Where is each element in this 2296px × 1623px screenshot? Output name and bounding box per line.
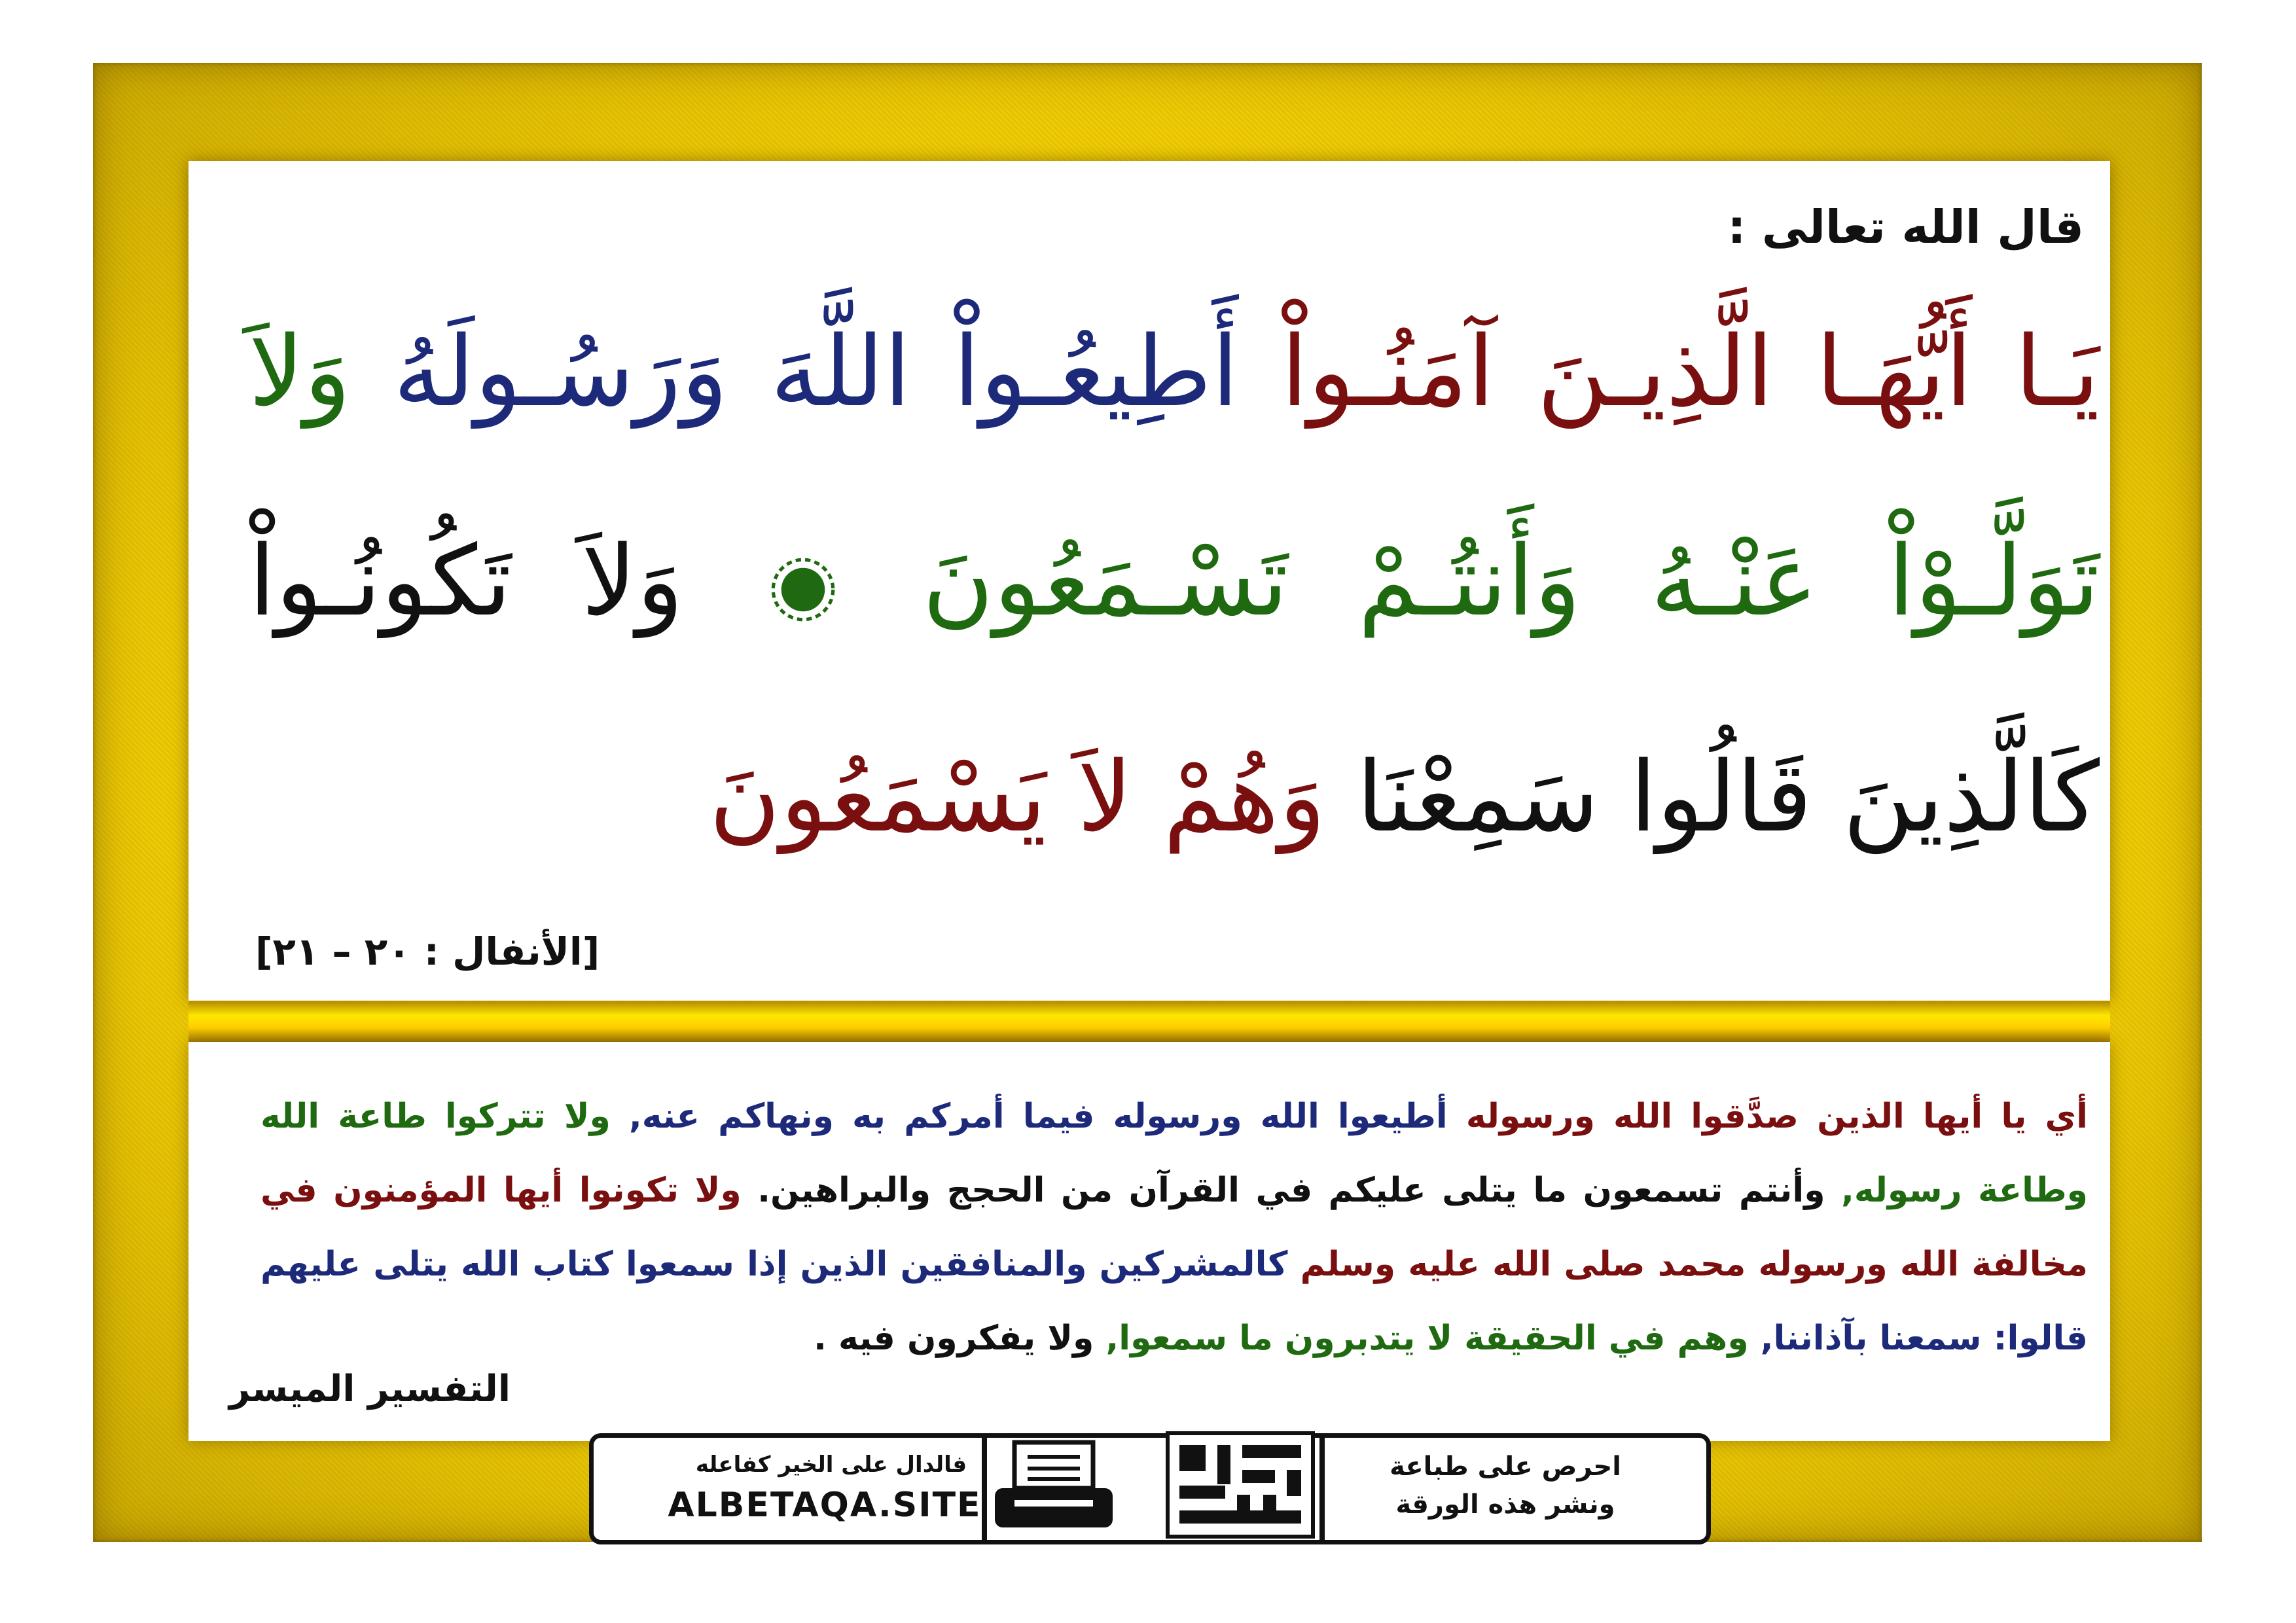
footer-site-link[interactable]: ALBETAQA.SITE xyxy=(668,1486,982,1525)
tafsir-segment: كالمشركين والمنافقين الذين إذا سمعوا كتاب الله يتلى عليهم قالوا: سمعنا بآذاننا, xyxy=(260,1245,2088,1358)
logo-icon xyxy=(1165,1431,1316,1539)
verse-segment: أَطِيعُـواْ اللَّهَ وَرَسُـولَهُ xyxy=(393,315,1239,428)
tafsir-segment: أطيعوا الله ورسوله فيما أمركم به ونهاكم عنه, xyxy=(610,1097,1448,1136)
verse-segment: تَوَلَّـوْاْ عَنْـهُ وَأَنتُـمْ تَسْـمَعُونَ xyxy=(922,525,2100,637)
tafsir-segment: أي يا أيها الذين صدَّقوا الله ورسوله xyxy=(1447,1097,2088,1136)
footer-separator xyxy=(1319,1433,1325,1543)
verse-line-3 xyxy=(249,740,2100,856)
gold-divider xyxy=(188,1001,2110,1042)
footer-slogan: فالدال على الخير كفاعله xyxy=(695,1452,967,1478)
ayah-end-icon xyxy=(769,556,837,624)
footer-invite-line: احرص على طباعة xyxy=(1390,1452,1621,1482)
verse-segment: يَـا أَيُّهَـا الَّذِيـنَ آمَنُـواْ xyxy=(1281,315,2100,428)
footer-invite-line: ونشر هذه الورقة xyxy=(1395,1489,1615,1520)
verse-segment: وَلاَ xyxy=(249,315,351,428)
printer-icon xyxy=(988,1437,1119,1535)
tafsir-segment: وهم في الحقيقة لا يتدبرون ما سمعوا, xyxy=(1094,1319,1749,1358)
tafsir-segment: ولا يفكرون فيه . xyxy=(814,1319,1094,1358)
intro-heading: قال الله تعالى : xyxy=(1727,200,2084,254)
verse-line-1 xyxy=(249,314,2100,431)
tafsir-segment: ولا تتركوا طاعة الله وطاعة رسوله, xyxy=(260,1097,2088,1210)
verse-reference: [الأنفال : ٢٠ – ٢١] xyxy=(255,929,600,974)
tafsir-text xyxy=(260,1080,2088,1376)
verse-segment: كَالَّذِينَ قَالُوا سَمِعْنَا xyxy=(1356,741,2100,853)
tafsir-source: التفسير الميسر xyxy=(229,1368,511,1410)
tafsir-segment: وأنتم تسمعون ما يتلى عليكم في القرآن من الحجج والبراهين. xyxy=(741,1171,1825,1210)
tafsir-segment: ولا تكونوا أيها المؤمنون في مخالفة الله ورسوله محمد صلى الله عليه وسلم xyxy=(260,1171,2088,1284)
verse-line-2 xyxy=(249,524,2100,640)
verse-segment: وَهُمْ لاَ يَسْمَعُونَ xyxy=(709,741,1326,853)
verse-segment: وَلاَ تَكُونُـواْ xyxy=(249,525,684,637)
